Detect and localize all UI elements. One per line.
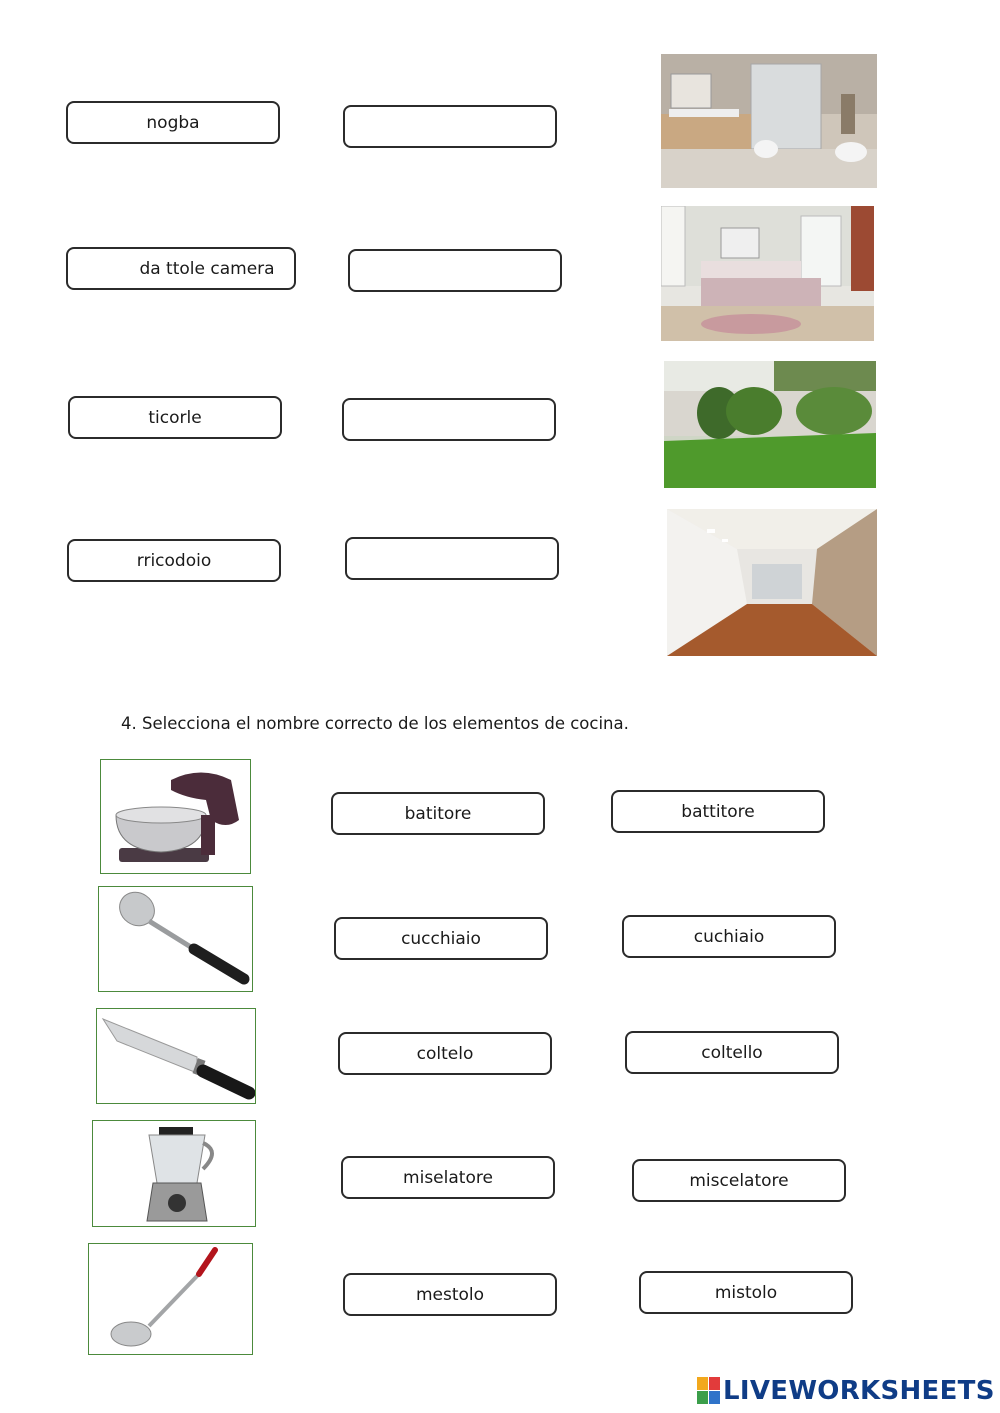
liveworksheets-logo-text: LIVEWORKSHEETS	[723, 1376, 995, 1406]
option-a[interactable]	[343, 1273, 557, 1316]
scrambled-word: rricodoio	[136, 550, 212, 571]
stand-mixer-image	[100, 759, 251, 874]
scrambled-word-box	[66, 101, 280, 144]
scrambled-word-box	[68, 396, 282, 439]
option-b-label: battitore	[681, 801, 755, 822]
blender-image	[92, 1120, 256, 1227]
answer-input[interactable]	[348, 249, 562, 292]
option-b[interactable]	[639, 1271, 853, 1314]
option-a-label: cucchiaio	[401, 928, 481, 949]
bedroom-photo	[661, 206, 874, 341]
option-a-label: batitore	[404, 803, 472, 824]
option-b[interactable]	[625, 1031, 839, 1074]
option-a-label: coltelo	[416, 1043, 474, 1064]
garden-photo	[664, 361, 876, 488]
option-a[interactable]	[334, 917, 548, 960]
option-b-label: mistolo	[714, 1282, 778, 1303]
scrambled-word: nogba	[146, 112, 200, 133]
hallway-photo	[667, 509, 877, 656]
answer-input[interactable]	[342, 398, 556, 441]
option-b-label: coltello	[701, 1042, 763, 1063]
option-b-label: miscelatore	[689, 1170, 789, 1191]
spoon-image	[98, 886, 253, 992]
option-a-label: mestolo	[415, 1284, 485, 1305]
knife-image	[96, 1008, 256, 1104]
option-b-label: cuchiaio	[693, 926, 765, 947]
liveworksheets-logo	[697, 1376, 995, 1406]
option-b[interactable]	[622, 915, 836, 958]
ladle-image	[88, 1243, 253, 1355]
option-b[interactable]	[632, 1159, 846, 1202]
answer-input[interactable]	[343, 105, 557, 148]
scrambled-word: ticorle	[148, 407, 202, 428]
bathroom-photo	[661, 54, 877, 188]
scrambled-word: da ttole camera	[139, 258, 275, 279]
option-a[interactable]	[331, 792, 545, 835]
answer-input[interactable]	[345, 537, 559, 580]
option-a-label: miselatore	[403, 1167, 493, 1188]
scrambled-word-box	[67, 539, 281, 582]
option-a[interactable]	[341, 1156, 555, 1199]
instruction-text: 4. Selecciona el nombre correcto de los elementos de cocina.	[121, 714, 629, 733]
liveworksheets-logo-icon	[697, 1377, 721, 1405]
option-a[interactable]	[338, 1032, 552, 1075]
option-b[interactable]	[611, 790, 825, 833]
scrambled-word-box	[66, 247, 296, 290]
